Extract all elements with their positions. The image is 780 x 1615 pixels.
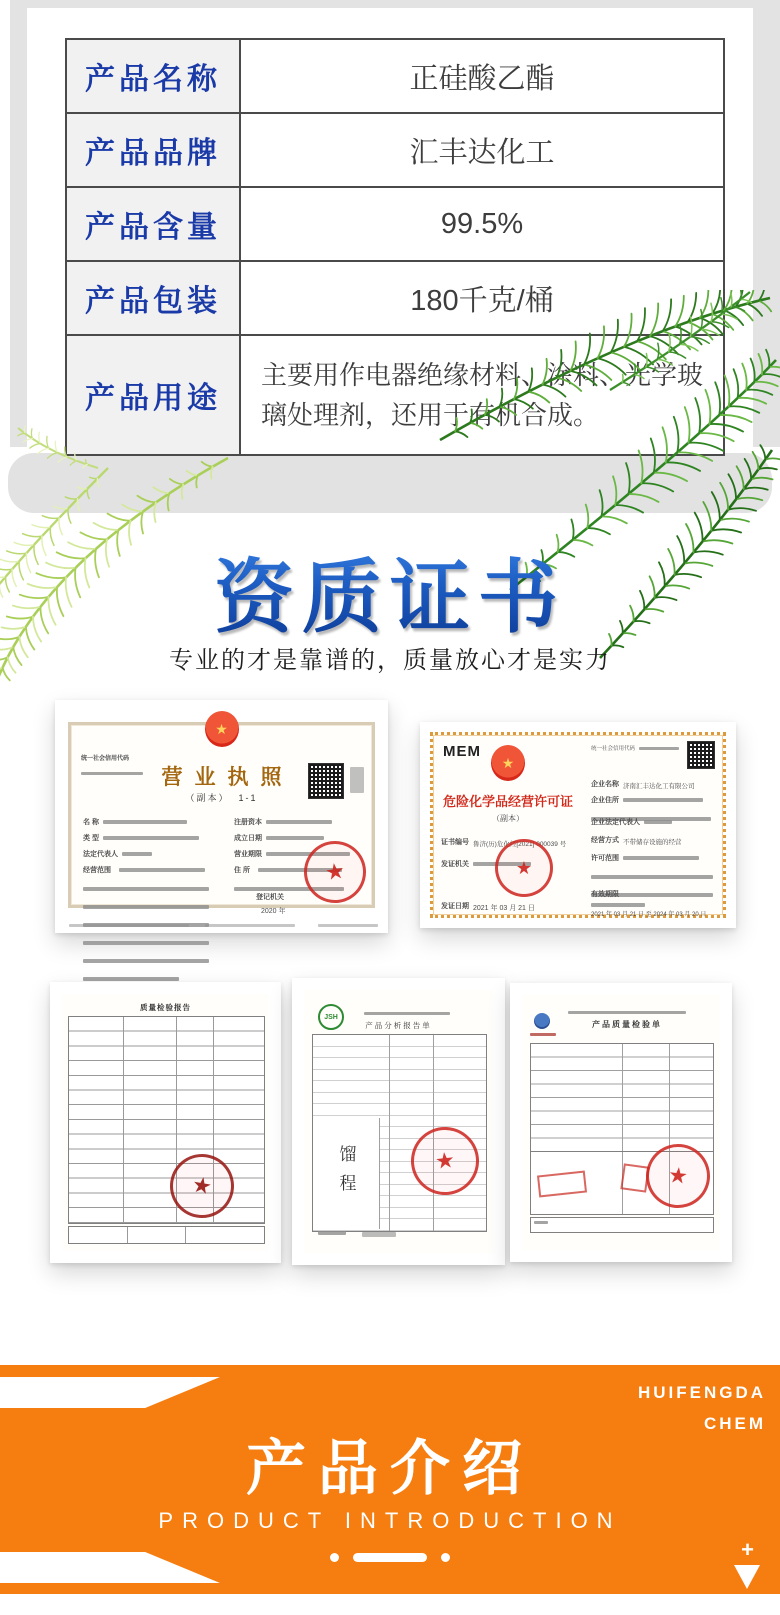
row-value: 180千克/桶: [410, 284, 554, 317]
jsh-logo: JSH: [318, 1004, 344, 1030]
row-label: 产品用途: [67, 336, 241, 454]
row-label: 产品品牌: [67, 114, 241, 186]
report-title: 质量检验报告: [140, 1003, 191, 1012]
field-label: 经营范围: [83, 866, 111, 874]
credit-code-label: 统一社会信用代码: [81, 756, 130, 762]
table-row: [67, 260, 723, 334]
divider-line: [353, 1553, 427, 1562]
footer-note-bar: [318, 924, 378, 927]
product-intro-banner: [0, 1365, 780, 1594]
hazmat-title: 危险化学品经营许可证: [442, 794, 573, 809]
hazmat-red-seal: ★: [495, 839, 553, 897]
field-label: 名 称: [83, 818, 99, 826]
top-frame-bar: [25, 0, 780, 8]
footer-subtitle: PRODUCT INTRODUCTION: [158, 1508, 622, 1533]
qr-side-text-bar: [350, 767, 364, 793]
left-frame-bar: [10, 0, 27, 447]
divider-dot: [441, 1553, 450, 1562]
table-row: [67, 112, 723, 186]
row-label: 产品含量: [67, 188, 241, 260]
qr-code: [308, 763, 344, 799]
rep-label: 企业法定代表人: [591, 818, 640, 826]
registrar-label: 登记机关: [256, 894, 284, 901]
quality-report-certificate: [50, 982, 281, 1263]
section-subtitle: 专业的才是靠谱的，质量放心才是实力: [169, 647, 611, 674]
divider-dot: [330, 1553, 339, 1562]
mem-logo: MEM: [443, 743, 481, 760]
field-label: 成立日期: [234, 834, 262, 842]
qr-code: [687, 741, 715, 769]
field-label: 注册资本: [234, 818, 262, 826]
row-value: 正硅酸乙酯: [409, 62, 555, 95]
analysis-report-certificate: [292, 978, 505, 1265]
report-red-seal: ★: [643, 1141, 713, 1211]
row-value: 主要用作电器绝缘材料、涂料、光学玻璃处理剂，还用于有机合成。: [261, 360, 704, 430]
row-value: 汇丰达化工: [409, 136, 555, 169]
license-date: 2020 年: [261, 908, 286, 915]
dot-line-divider: [0, 1553, 780, 1562]
field-label: 法定代表人: [83, 850, 118, 858]
row-label: 产品包装: [67, 262, 241, 334]
brand-line1: HUIFENGDA: [637, 1383, 766, 1402]
scope-label: 许可范围: [591, 854, 619, 862]
brand-line2: CHEM: [703, 1414, 766, 1433]
company-value: 济南汇丰达化工有限公司: [623, 783, 695, 790]
national-emblem-icon: ★: [491, 745, 525, 781]
distillation-merged-cell: 馏程: [313, 1118, 380, 1229]
table-row: [67, 40, 723, 112]
footer-note-bar: [69, 924, 189, 927]
license-paper: [68, 720, 375, 915]
credit-code-label: 统一社会信用代码: [591, 746, 636, 752]
issue-date-value: 2021 年 03 月 21 日: [473, 905, 535, 912]
report-red-seal: ★: [408, 1124, 483, 1199]
report-title: 产品质量检验单: [592, 1020, 662, 1029]
cert-no-value: 鲁济(历)危化经[2021] 000039 号: [473, 841, 567, 848]
row-label: 产品名称: [67, 40, 241, 112]
mode-value: 不带储存设施的经营: [623, 839, 682, 846]
section-title: 资质证书: [0, 533, 780, 648]
table-row: [67, 186, 723, 260]
report-title: 产品分析报告单: [365, 1021, 432, 1030]
hazmat-subtitle: （副本）: [492, 814, 524, 823]
license-title: 营业执照: [161, 766, 294, 789]
gray-divider-band: [8, 453, 772, 513]
report-table: [68, 1016, 265, 1224]
mode-label: 经营方式: [591, 836, 619, 844]
petro-logo: [534, 1013, 550, 1029]
license-red-seal: ★: [300, 837, 370, 907]
inspection-sheet-certificate: [510, 983, 732, 1262]
field-label: 类 型: [83, 834, 99, 842]
footer-title: 产品介绍: [246, 1435, 534, 1502]
address-label: 企业住所: [591, 796, 619, 804]
hazmat-license-certificate: [420, 722, 736, 928]
field-label: 住 所: [234, 866, 250, 874]
business-license-certificate: [55, 700, 388, 933]
product-spec-table: [65, 38, 725, 456]
valid-label: 有效期限: [591, 890, 619, 898]
footer-note-bar: [205, 924, 295, 927]
field-label: 营业期限: [234, 850, 262, 858]
plus-decoration: +: [741, 1537, 754, 1562]
report-red-seal: ★: [165, 1149, 239, 1223]
issue-date-label: 发证日期: [441, 902, 469, 910]
issuer-label: 发证机关: [441, 860, 469, 868]
valid-value: 2021 年 03 月 21 日 至 2024 年 03 月 20 日: [591, 912, 707, 918]
right-frame-bar: [753, 0, 780, 447]
row-value: 99.5%: [440, 207, 524, 240]
down-triangle-icon: [734, 1565, 760, 1589]
white-ribbon-decoration: [0, 1377, 220, 1408]
report-table: [530, 1043, 714, 1153]
cert-no-label: 证书编号: [441, 838, 469, 846]
company-label: 企业名称: [591, 780, 619, 788]
national-emblem-icon: ★: [205, 711, 239, 747]
license-subtitle: （副本） 1-1: [185, 793, 258, 803]
table-row: [67, 334, 723, 454]
